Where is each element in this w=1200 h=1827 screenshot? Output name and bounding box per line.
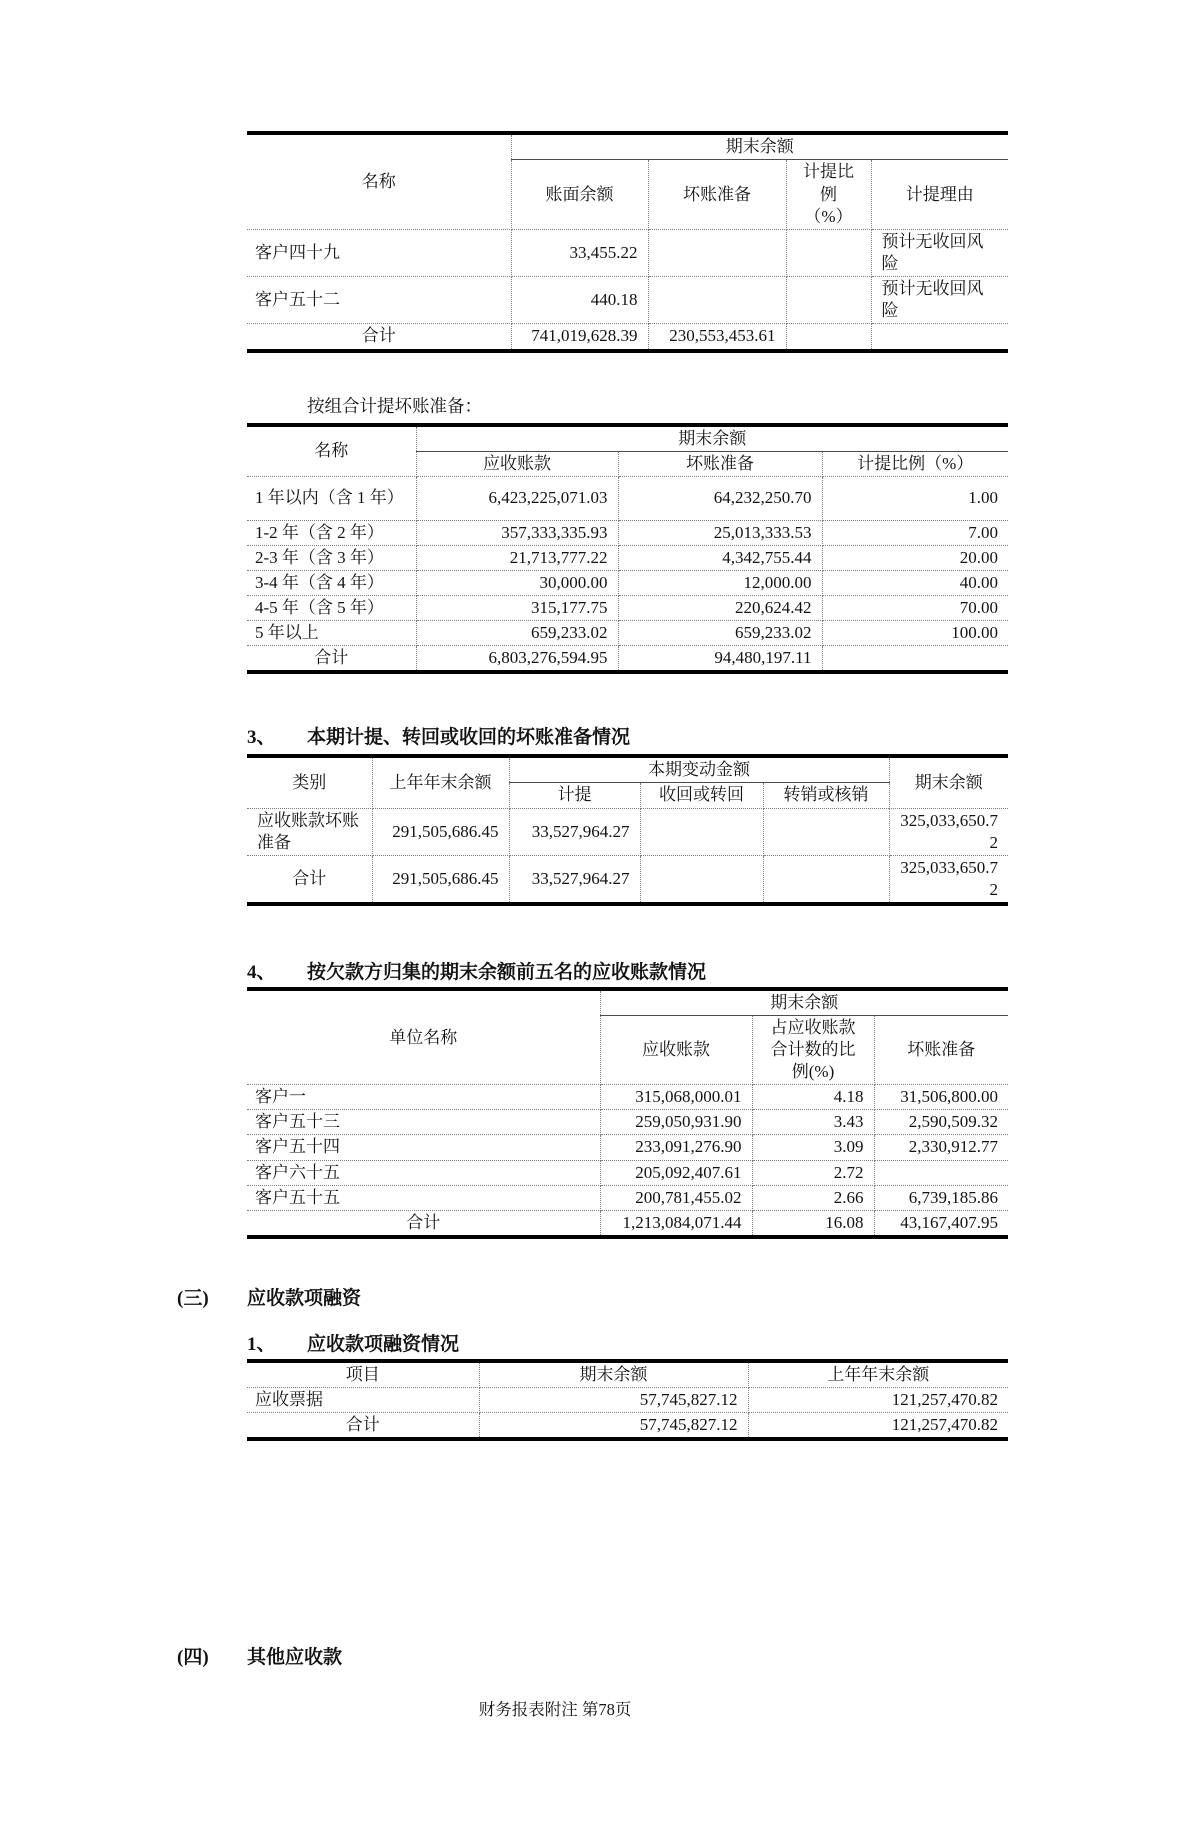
table-cell bbox=[871, 324, 1008, 351]
section-3-number: 3、 bbox=[247, 727, 276, 749]
table-cell: 100.00 bbox=[822, 621, 1008, 646]
section-4-number: 4、 bbox=[247, 961, 276, 983]
col-header-bad-debt-provision: 坏账准备 bbox=[874, 1015, 1008, 1084]
table-cell: 12,000.00 bbox=[618, 570, 822, 595]
table-row bbox=[247, 277, 1008, 324]
table-row bbox=[247, 230, 1008, 277]
row-label: 合计 bbox=[247, 646, 416, 673]
table-cell: 57,745,827.12 bbox=[479, 1387, 748, 1412]
table-cell bbox=[874, 1160, 1008, 1185]
table-cell: 33,455.22 bbox=[511, 230, 648, 277]
table-cell: 2.72 bbox=[752, 1160, 874, 1185]
total-row bbox=[247, 855, 1008, 904]
row-label: 合计 bbox=[247, 1413, 479, 1440]
col-header-accounts-receivable: 应收账款 bbox=[416, 451, 618, 476]
section-3-heading bbox=[247, 726, 1008, 750]
table-cell: 4,342,755.44 bbox=[618, 545, 822, 570]
top5-receivables-table bbox=[247, 987, 1008, 1239]
table-cell: 2,590,509.32 bbox=[874, 1110, 1008, 1135]
individual-provision-table bbox=[247, 131, 1008, 353]
col-header-item: 项目 bbox=[247, 1361, 479, 1388]
table-cell bbox=[822, 646, 1008, 673]
table-cell: 220,624.42 bbox=[618, 596, 822, 621]
table-cell: 40.00 bbox=[822, 570, 1008, 595]
row-label: 客户五十四 bbox=[247, 1135, 600, 1160]
table-cell: 预计无收回风险 bbox=[871, 230, 1008, 277]
row-label: 应收账款坏账准备 bbox=[247, 808, 372, 855]
table-cell: 7.00 bbox=[822, 520, 1008, 545]
table-cell bbox=[648, 230, 786, 277]
col-header-written-off: 转销或核销 bbox=[763, 783, 889, 808]
table-cell: 64,232,250.70 bbox=[618, 476, 822, 520]
table-cell: 3.09 bbox=[752, 1135, 874, 1160]
table-cell: 1,213,084,071.44 bbox=[600, 1210, 752, 1237]
table-row bbox=[247, 520, 1008, 545]
col-group-header-ending-balance: 期末余额 bbox=[511, 133, 1008, 160]
receivables-financing-table bbox=[247, 1359, 1008, 1441]
row-label: 1 年以内（含 1 年） bbox=[247, 476, 416, 520]
col-group-header-current-change: 本期变动金额 bbox=[509, 756, 889, 783]
section-d-number: (四) bbox=[177, 1647, 209, 1669]
table-cell: 6,739,185.86 bbox=[874, 1185, 1008, 1210]
table-cell bbox=[640, 808, 763, 855]
total-row bbox=[247, 324, 1008, 351]
table-cell: 6,423,225,071.03 bbox=[416, 476, 618, 520]
col-header-provision-ratio: 计提比例（%） bbox=[786, 160, 871, 230]
table-cell: 121,257,470.82 bbox=[748, 1413, 1008, 1440]
row-label: 合计 bbox=[247, 324, 511, 351]
table-row bbox=[247, 808, 1008, 855]
col-header-provision-ratio: 计提比例（%） bbox=[822, 451, 1008, 476]
table-cell: 440.18 bbox=[511, 277, 648, 324]
row-label: 客户一 bbox=[247, 1085, 600, 1110]
col-header-accrual: 计提 bbox=[509, 783, 640, 808]
row-label: 合计 bbox=[247, 1210, 600, 1237]
table-row bbox=[247, 1361, 1008, 1388]
row-label: 4-5 年（含 5 年） bbox=[247, 596, 416, 621]
table-cell bbox=[640, 855, 763, 904]
table-cell bbox=[786, 230, 871, 277]
page-content bbox=[177, 131, 1008, 1670]
col-header-category: 类别 bbox=[247, 756, 372, 808]
table-row bbox=[247, 545, 1008, 570]
table-cell bbox=[786, 277, 871, 324]
table-row bbox=[247, 1160, 1008, 1185]
table-cell: 291,505,686.45 bbox=[372, 855, 509, 904]
col-header-recovered-reversed: 收回或转回 bbox=[640, 783, 763, 808]
page-footer: 财务报表附注 第78页 bbox=[478, 1700, 632, 1720]
table-row bbox=[247, 476, 1008, 520]
section-d-title: 其他应收款 bbox=[247, 1647, 343, 1669]
col-group-header-ending-balance: 期末余额 bbox=[600, 989, 1008, 1016]
table-cell: 1.00 bbox=[822, 476, 1008, 520]
total-row bbox=[247, 1210, 1008, 1237]
col-header-name: 名称 bbox=[247, 133, 511, 230]
col-header-bad-debt-provision: 坏账准备 bbox=[648, 160, 786, 230]
table-cell: 659,233.02 bbox=[618, 621, 822, 646]
table-cell: 200,781,455.02 bbox=[600, 1185, 752, 1210]
table-cell: 325,033,650.72 bbox=[889, 855, 1008, 904]
section-c-heading bbox=[177, 1287, 1008, 1311]
section-c-number: (三) bbox=[177, 1287, 209, 1309]
col-header-ending-balance: 期末余额 bbox=[889, 756, 1008, 808]
table-cell: 预计无收回风险 bbox=[871, 277, 1008, 324]
table-cell: 33,527,964.27 bbox=[509, 808, 640, 855]
row-label: 应收票据 bbox=[247, 1387, 479, 1412]
table-row bbox=[247, 1135, 1008, 1160]
table-cell: 315,177.75 bbox=[416, 596, 618, 621]
table-cell: 233,091,276.90 bbox=[600, 1135, 752, 1160]
table-row bbox=[247, 1387, 1008, 1412]
row-label: 合计 bbox=[247, 855, 372, 904]
table-cell bbox=[763, 808, 889, 855]
table-cell: 94,480,197.11 bbox=[618, 646, 822, 673]
table-row bbox=[247, 1110, 1008, 1135]
table-cell: 121,257,470.82 bbox=[748, 1387, 1008, 1412]
section-4-heading bbox=[247, 961, 1008, 985]
table-cell: 31,506,800.00 bbox=[874, 1085, 1008, 1110]
table-cell: 741,019,628.39 bbox=[511, 324, 648, 351]
row-label: 客户四十九 bbox=[247, 230, 511, 277]
col-header-accounts-receivable: 应收账款 bbox=[600, 1015, 752, 1084]
table-cell: 230,553,453.61 bbox=[648, 324, 786, 351]
col-header-name: 名称 bbox=[247, 425, 416, 477]
row-label: 5 年以上 bbox=[247, 621, 416, 646]
table-cell: 325,033,650.72 bbox=[889, 808, 1008, 855]
group-provision-intro: 按组合计提坏账准备： bbox=[307, 395, 482, 416]
table-cell: 57,745,827.12 bbox=[479, 1413, 748, 1440]
table-cell bbox=[786, 324, 871, 351]
table-cell: 25,013,333.53 bbox=[618, 520, 822, 545]
table-cell: 43,167,407.95 bbox=[874, 1210, 1008, 1237]
row-label: 3-4 年（含 4 年） bbox=[247, 570, 416, 595]
col-header-bad-debt-provision: 坏账准备 bbox=[618, 451, 822, 476]
table-row bbox=[247, 989, 1008, 1016]
col-header-book-balance: 账面余额 bbox=[511, 160, 648, 230]
table-row bbox=[247, 425, 1008, 452]
col-header-entity-name: 单位名称 bbox=[247, 989, 600, 1085]
table-cell: 315,068,000.01 bbox=[600, 1085, 752, 1110]
col-header-prior-year-balance: 上年年末余额 bbox=[748, 1361, 1008, 1388]
table-row bbox=[247, 756, 1008, 783]
row-label: 1-2 年（含 2 年） bbox=[247, 520, 416, 545]
col-header-provision-reason: 计提理由 bbox=[871, 160, 1008, 230]
row-label: 客户六十五 bbox=[247, 1160, 600, 1185]
aging-provision-table bbox=[247, 423, 1008, 675]
table-row bbox=[247, 570, 1008, 595]
table-cell: 291,505,686.45 bbox=[372, 808, 509, 855]
provision-change-table bbox=[247, 754, 1008, 906]
col-header-prior-year-balance: 上年年末余额 bbox=[372, 756, 509, 808]
subsection-1-title: 应收款项融资情况 bbox=[307, 1333, 460, 1355]
total-row bbox=[247, 1413, 1008, 1440]
table-row bbox=[247, 1185, 1008, 1210]
table-cell: 4.18 bbox=[752, 1085, 874, 1110]
col-header-ending-balance: 期末余额 bbox=[479, 1361, 748, 1388]
row-label: 客户五十三 bbox=[247, 1110, 600, 1135]
table-row bbox=[247, 133, 1008, 160]
col-group-header-ending-balance: 期末余额 bbox=[416, 425, 1008, 452]
table-cell: 30,000.00 bbox=[416, 570, 618, 595]
table-cell: 259,050,931.90 bbox=[600, 1110, 752, 1135]
table-row bbox=[247, 1085, 1008, 1110]
table-cell: 3.43 bbox=[752, 1110, 874, 1135]
row-label: 客户五十五 bbox=[247, 1185, 600, 1210]
table-cell bbox=[763, 855, 889, 904]
section-3-title: 本期计提、转回或收回的坏账准备情况 bbox=[307, 727, 631, 749]
table-cell: 2.66 bbox=[752, 1185, 874, 1210]
subsection-1-number: 1、 bbox=[247, 1333, 276, 1355]
section-4-title: 按欠款方归集的期末余额前五名的应收账款情况 bbox=[307, 961, 707, 983]
table-cell: 6,803,276,594.95 bbox=[416, 646, 618, 673]
section-c-title: 应收款项融资 bbox=[247, 1287, 362, 1309]
col-header-percentage-of-total: 占应收账款合计数的比例(%) bbox=[752, 1015, 874, 1084]
table-cell: 357,333,335.93 bbox=[416, 520, 618, 545]
total-row bbox=[247, 646, 1008, 673]
table-cell: 33,527,964.27 bbox=[509, 855, 640, 904]
table-cell: 21,713,777.22 bbox=[416, 545, 618, 570]
table-cell: 205,092,407.61 bbox=[600, 1160, 752, 1185]
table-cell: 16.08 bbox=[752, 1210, 874, 1237]
table-cell bbox=[648, 277, 786, 324]
table-row bbox=[247, 596, 1008, 621]
table-cell: 2,330,912.77 bbox=[874, 1135, 1008, 1160]
row-label: 客户五十二 bbox=[247, 277, 511, 324]
section-d-heading bbox=[177, 1646, 1008, 1670]
table-cell: 70.00 bbox=[822, 596, 1008, 621]
table-cell: 20.00 bbox=[822, 545, 1008, 570]
table-cell: 659,233.02 bbox=[416, 621, 618, 646]
row-label: 2-3 年（含 3 年） bbox=[247, 545, 416, 570]
table-row bbox=[247, 621, 1008, 646]
subsection-1-heading bbox=[247, 1333, 1008, 1357]
